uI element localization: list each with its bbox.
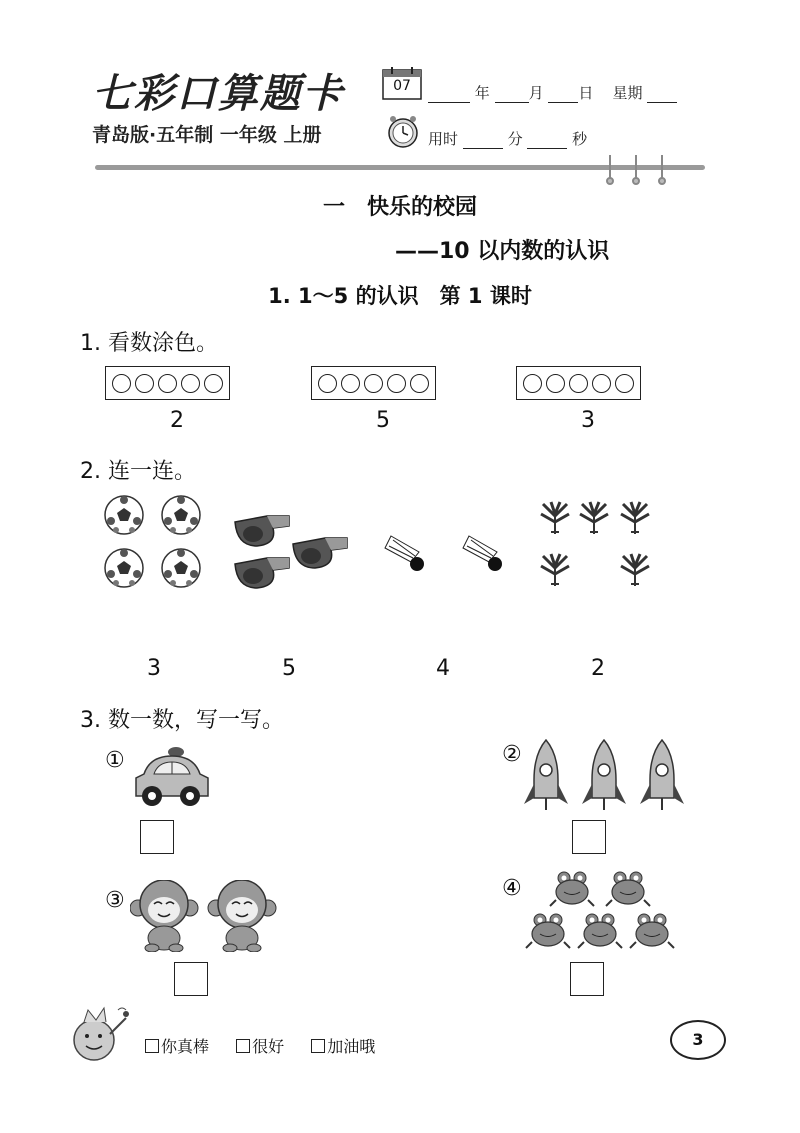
rating-great[interactable]: 你真棒	[145, 1037, 209, 1056]
circle[interactable]	[204, 374, 223, 393]
time-fields	[428, 128, 587, 149]
mascot-icon	[66, 1004, 136, 1070]
circle[interactable]	[135, 374, 154, 393]
item-mark: ①	[105, 748, 125, 773]
q2-prompt: 2. 连一连。	[80, 459, 196, 484]
rocket-icon	[522, 738, 692, 812]
second-blank[interactable]	[527, 134, 567, 149]
unit-subtitle: ——10 以内数的认识	[395, 239, 610, 264]
q2-number[interactable]: 3	[147, 656, 161, 681]
circle[interactable]	[318, 374, 337, 393]
q2-number[interactable]: 5	[282, 656, 296, 681]
q1-number: 2	[170, 408, 184, 433]
circle[interactable]	[546, 374, 565, 393]
circle[interactable]	[523, 374, 542, 393]
calendar-day: 07	[393, 78, 411, 94]
circle[interactable]	[615, 374, 634, 393]
item-mark: ③	[105, 888, 125, 913]
month-label: 月	[528, 84, 544, 102]
item-mark: ②	[502, 742, 522, 767]
shuttlecock-icon	[385, 536, 502, 571]
monkey-icon	[130, 880, 278, 952]
q2-number[interactable]: 4	[436, 656, 450, 681]
answer-box[interactable]	[174, 962, 208, 996]
rating-good[interactable]: 很好	[236, 1037, 284, 1056]
circle[interactable]	[158, 374, 177, 393]
page-number: 3	[670, 1020, 726, 1060]
weekday-label: 星期	[612, 84, 643, 102]
day-blank[interactable]	[548, 88, 578, 103]
second-label: 秒	[572, 130, 588, 148]
q1-number: 3	[581, 408, 595, 433]
weekday-blank[interactable]	[647, 88, 677, 103]
q1-number: 5	[376, 408, 390, 433]
clock-icon	[385, 113, 421, 153]
calendar-icon	[382, 66, 422, 100]
answer-box[interactable]	[572, 820, 606, 854]
q1-prompt: 1. 看数涂色。	[80, 331, 218, 356]
answer-box[interactable]	[570, 962, 604, 996]
date-fields	[428, 82, 677, 103]
circle[interactable]	[387, 374, 406, 393]
year-blank[interactable]	[428, 88, 470, 103]
frog-icon	[524, 868, 684, 954]
soccer-ball-icon	[105, 496, 200, 587]
q3-prompt: 3. 数一数，写一写。	[80, 708, 284, 733]
plant-icon	[541, 502, 649, 586]
circle[interactable]	[410, 374, 429, 393]
time-used-label: 用时	[428, 130, 459, 148]
day-label: 日	[578, 84, 594, 102]
unit-title: 一 快乐的校园	[322, 195, 477, 220]
circle-group-1	[105, 366, 230, 400]
circle-group-3	[516, 366, 641, 400]
brand-title: 七彩口算题卡	[92, 70, 344, 117]
circle[interactable]	[592, 374, 611, 393]
whistle-icon	[235, 516, 347, 588]
edition-label: 青岛版·五年制 一年级 上册	[92, 124, 322, 146]
circle[interactable]	[364, 374, 383, 393]
circle[interactable]	[181, 374, 200, 393]
q2-pictures	[95, 490, 695, 600]
year-label: 年	[474, 84, 490, 102]
minute-label: 分	[507, 130, 523, 148]
circle[interactable]	[569, 374, 588, 393]
rating-keep-going[interactable]: 加油哦	[311, 1037, 375, 1056]
minute-blank[interactable]	[463, 134, 503, 149]
q2-number[interactable]: 2	[591, 656, 605, 681]
item-mark: ④	[502, 876, 522, 901]
self-rating	[145, 1034, 397, 1057]
month-blank[interactable]	[495, 88, 529, 103]
car-icon	[132, 744, 212, 810]
answer-box[interactable]	[140, 820, 174, 854]
lesson-title: 1. 1～5 的认识 第 1 课时	[268, 284, 532, 308]
circle[interactable]	[112, 374, 131, 393]
circle[interactable]	[341, 374, 360, 393]
divider-pins	[604, 155, 674, 189]
circle-group-2	[311, 366, 436, 400]
